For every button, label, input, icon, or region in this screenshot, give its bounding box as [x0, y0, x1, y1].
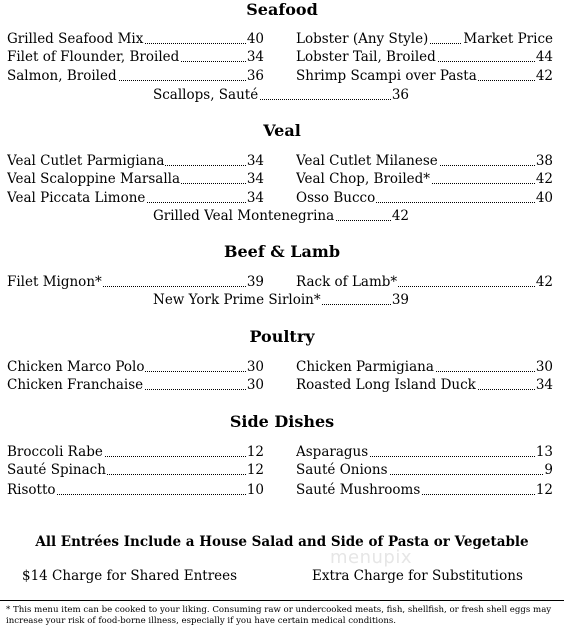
menu-item: Chicken Parmigiana 30: [296, 359, 553, 375]
section-title-poultry: Poultry: [249, 327, 315, 346]
menu-item: New York Prime Sirloin* 39: [153, 292, 409, 308]
menu-item: Veal Scaloppine Marsalla 34: [7, 171, 264, 187]
section-title-veal: Veal: [263, 121, 301, 140]
menu-item: Grilled Veal Montenegrina 42: [153, 208, 409, 224]
menu-item: Broccoli Rabe 12: [7, 444, 264, 460]
menu-item: Roasted Long Island Duck 34: [296, 377, 553, 393]
menu-item: Lobster (Any Style) Market Price: [296, 31, 553, 47]
menupix-watermark: menupix: [330, 547, 413, 568]
menu-item: Veal Piccata Limone 34: [7, 190, 264, 206]
menu-item: Grilled Seafood Mix 40: [7, 31, 264, 47]
menu-item: Chicken Marco Polo 30: [7, 359, 264, 375]
menu-item: Risotto 10: [7, 482, 264, 498]
substitution-charge-note: Extra Charge for Substitutions: [312, 568, 523, 584]
menu-item: Sauté Onions 9: [296, 462, 553, 478]
menu-item: Asparagus 13: [296, 444, 553, 460]
menu-item: Filet of Flounder, Broiled 34: [7, 49, 264, 65]
footnote-divider: [0, 600, 564, 601]
section-title-seafood: Seafood: [246, 0, 318, 19]
menu-item: Veal Cutlet Milanese 38: [296, 153, 553, 169]
menu-item: Salmon, Broiled 36: [7, 68, 264, 84]
menu-item: Osso Bucco 40: [296, 190, 553, 206]
menu-item: Sauté Spinach 12: [7, 462, 264, 478]
menu-item: Chicken Franchaise 30: [7, 377, 264, 393]
menu-item: Scallops, Sauté 36: [153, 87, 409, 103]
entrees-note: All Entrées Include a House Salad and Side of Pasta or Vegetable: [35, 534, 529, 550]
shared-charge-note: $14 Charge for Shared Entrees: [22, 568, 238, 584]
menu-item: Sauté Mushrooms 12: [296, 482, 553, 498]
menu-item: Lobster Tail, Broiled 44: [296, 49, 553, 65]
menu-item: Rack of Lamb* 42: [296, 274, 553, 290]
section-title-beef-lamb: Beef & Lamb: [223, 242, 341, 261]
section-title-side-dishes: Side Dishes: [229, 412, 335, 431]
menu-item: Veal Cutlet Parmigiana 34: [7, 153, 264, 169]
menu-item: Veal Chop, Broiled* 42: [296, 171, 553, 187]
footnote: * This menu item can be cooked to your liking. Consuming raw or undercooked meats, fish, shellfish, or fresh shell eggs may increase your risk of food-borne illness, especially if you have certain medical conditions.: [6, 605, 552, 626]
menu-item: Shrimp Scampi over Pasta 42: [296, 68, 553, 84]
menu-item: Filet Mignon* 39: [7, 274, 264, 290]
